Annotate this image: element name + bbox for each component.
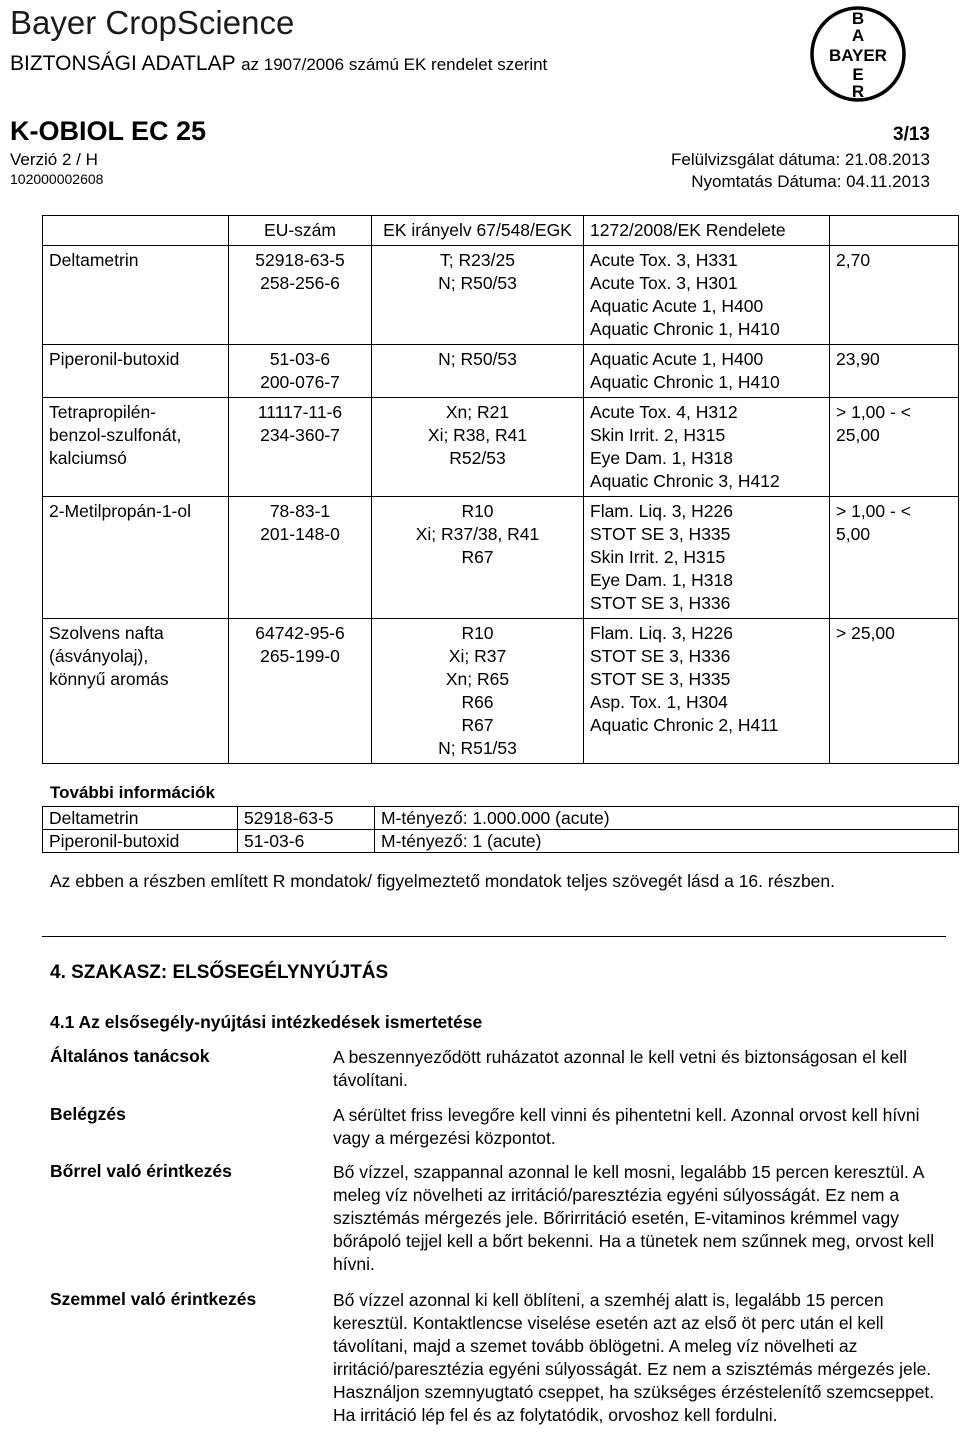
eu-number-cell <box>229 246 372 345</box>
page-number: 3/13 <box>893 124 930 145</box>
clp-classification: STOT SE 3, H336 <box>590 646 731 666</box>
eu-number: 52918-63-5 <box>255 250 345 270</box>
clp-classification: STOT SE 3, H335 <box>590 524 731 544</box>
bayer-cross-logo-icon <box>808 4 908 104</box>
concentration-cell <box>830 398 959 497</box>
print-date: Nyomtatás Dátuma: 04.11.2013 <box>691 172 930 191</box>
clp-classification: Acute Tox. 3, H331 <box>590 250 738 270</box>
eu-number: 265-199-0 <box>260 646 340 666</box>
clp-classification-cell <box>584 398 830 497</box>
clp-classification: Skin Irrit. 2, H315 <box>590 425 726 445</box>
ec-classification: Xn; R65 <box>445 669 510 689</box>
logo-letter: E <box>852 65 864 84</box>
concentration: 25,00 <box>836 425 880 445</box>
table-row <box>43 246 959 345</box>
header-eu-number: EU-szám <box>229 216 372 246</box>
clp-classification: Aquatic Acute 1, H400 <box>590 296 764 316</box>
substance-name: 2-Metilpropán-1-ol <box>49 501 192 521</box>
substance-name-cell <box>43 497 229 619</box>
table-row <box>43 398 959 497</box>
logo-letter: B <box>851 9 865 28</box>
ec-classification-cell <box>372 619 584 764</box>
ec-classification-cell <box>372 246 584 345</box>
m-factor-table <box>42 806 959 853</box>
clp-classification-cell <box>584 246 830 345</box>
eu-number: 234-360-7 <box>260 425 340 445</box>
clp-classification: Flam. Liq. 3, H226 <box>590 501 733 521</box>
ec-classification: R10 <box>461 623 494 643</box>
concentration-cell <box>830 619 959 764</box>
first-aid-text-inhalation: A sérültet friss levegőre kell vinni és pihentetni kell. Azonnal orvost kell hívni vagy a mérgezési központot. <box>333 1105 920 1148</box>
eu-number: 64742-95-6 <box>255 623 345 643</box>
clp-classification: Aquatic Chronic 1, H410 <box>590 372 780 392</box>
eu-number: 51-03-6 <box>269 349 331 369</box>
eu-number: 201-148-0 <box>260 524 340 544</box>
concentration: > 1,00 - < <box>836 501 911 521</box>
ec-classification-cell <box>372 345 584 398</box>
logo-letter: A <box>851 26 865 45</box>
ec-classification: R67 <box>461 547 494 567</box>
document-type-title: BIZTONSÁGI ADATLAP <box>10 52 236 75</box>
section-divider <box>42 936 946 937</box>
eu-number: 11117-11-6 <box>257 402 343 422</box>
clp-classification: STOT SE 3, H336 <box>590 593 731 613</box>
ec-classification-cell <box>372 497 584 619</box>
eu-number-cell <box>229 345 372 398</box>
ec-classification: Xi; R37 <box>448 646 507 666</box>
section-4-title: 4. SZAKASZ: ELSŐSEGÉLYNYÚJTÁS <box>50 962 389 983</box>
logo-letter: R <box>851 82 865 101</box>
substance-name: kalciumsó <box>49 448 127 468</box>
ec-classification: R67 <box>461 715 494 735</box>
logo-letters: BAYER <box>829 46 887 65</box>
ec-classification: T; R23/25 <box>440 250 515 270</box>
ec-classification: N; R51/53 <box>438 738 517 758</box>
first-aid-label-inhalation: Belégzés <box>50 1104 126 1124</box>
eu-number: 200-076-7 <box>260 372 340 392</box>
substance-name: (ásványolaj), <box>49 646 149 666</box>
clp-classification: Flam. Liq. 3, H226 <box>590 623 733 643</box>
clp-classification-cell <box>584 619 830 764</box>
concentration-cell <box>830 246 959 345</box>
document-type <box>10 52 547 76</box>
review-date: Felülvizsgálat dátuma: 21.08.2013 <box>671 150 930 169</box>
eu-number: 78-83-1 <box>269 501 331 521</box>
substance-name: Piperonil-butoxid <box>43 830 238 853</box>
concentration: 5,00 <box>836 524 871 544</box>
first-aid-label-eye: Szemmel való érintkezés <box>50 1289 257 1309</box>
concentration: > 25,00 <box>836 623 895 643</box>
first-aid-text-general: A beszennyeződött ruházatot azonnal le kell vetni és biztonságosan el kell távolítani. <box>333 1047 907 1090</box>
header-ec-directive: EK irányelv 67/548/EGK <box>372 216 584 246</box>
ec-classification: N; R50/53 <box>438 349 517 369</box>
brand-name: Bayer CropScience <box>10 4 295 41</box>
ec-classification: R66 <box>461 692 494 712</box>
header-substance <box>43 216 229 246</box>
table-row <box>43 497 959 619</box>
substance-name: Deltametrin <box>43 807 238 830</box>
clp-classification: Aquatic Chronic 2, H411 <box>590 715 779 735</box>
ec-classification: Xi; R37/38, R41 <box>415 524 540 544</box>
eu-number-cell <box>229 497 372 619</box>
substance-name-cell <box>43 246 229 345</box>
concentration-cell <box>830 497 959 619</box>
clp-classification: Acute Tox. 3, H301 <box>590 273 738 293</box>
substance-name: könnyű aromás <box>49 669 169 689</box>
substance-name: Deltametrin <box>49 250 139 270</box>
first-aid-text-skin: Bő vízzel, szappannal azonnal le kell mosni, legalább 15 percen keresztül. A meleg víz növelheti az irritáció/paresztézia egyéni súlyosságát. Ez nem a szisztémás mérgezés jele. Bőrirritáció esetén, E-vitaminos krémmel vagy bőrápoló tejjel kell a bőrt bekenni. Ha a tünetek nem szűnnek meg, orvost kell hívni. <box>333 1162 935 1274</box>
further-info-title: További információk <box>50 783 215 802</box>
first-aid-label-general: Általános tanácsok <box>50 1046 210 1066</box>
substance-name-cell <box>43 619 229 764</box>
eu-number: 52918-63-5 <box>238 807 375 830</box>
header-concentration <box>830 216 959 246</box>
document-number: 102000002608 <box>10 171 104 187</box>
concentration: 23,90 <box>836 349 880 369</box>
ec-classification: Xn; R21 <box>445 402 510 422</box>
ec-classification: R52/53 <box>449 448 506 468</box>
concentration: 2,70 <box>836 250 871 270</box>
clp-classification: Aquatic Chronic 1, H410 <box>590 319 780 339</box>
eu-number-cell <box>229 619 372 764</box>
table-row <box>43 345 959 398</box>
clp-classification: Aquatic Chronic 3, H412 <box>590 471 780 491</box>
clp-classification: Skin Irrit. 2, H315 <box>590 547 726 567</box>
clp-classification: Aquatic Acute 1, H400 <box>590 349 764 369</box>
regulation-reference: az 1907/2006 számú EK rendelet szerint <box>241 55 548 74</box>
table-row <box>43 830 959 853</box>
r-phrases-note: Az ebben a részben említett R mondatok/ figyelmeztető mondatok teljes szövegét lásd a 16. részben. <box>50 871 836 891</box>
composition-table <box>42 215 959 764</box>
clp-classification: Eye Dam. 1, H318 <box>590 570 733 590</box>
ec-classification: Xi; R38, R41 <box>427 425 528 445</box>
product-name: K-OBIOL EC 25 <box>10 116 207 146</box>
clp-classification-cell <box>584 345 830 398</box>
section-4-1-title: 4.1 Az elsősegély-nyújtási intézkedések ismertetése <box>50 1012 483 1032</box>
clp-classification: Eye Dam. 1, H318 <box>590 448 733 468</box>
table-row <box>43 807 959 830</box>
concentration-cell <box>830 345 959 398</box>
first-aid-text-eye: Bő vízzel azonnal ki kell öblíteni, a szemhéj alatt is, legalább 15 percen keresztül. Kontaktlencse viselése esetén azt az első öt perc után el kell távolítani, majd a szemet tovább öblögetni. A meleg víz növelheti az irritáció/paresztézia egyéni súlyosságát. Ez nem a szisztémás mérgezés jele. Használjon szemnyugtató cseppet, ha szükséges érzéstelenítő szemcseppet. Ha irritáció lép fel és az folytatódik, orvoshoz kell fordulni. <box>333 1290 935 1425</box>
substance-name: Szolvens nafta <box>49 623 164 643</box>
eu-number: 51-03-6 <box>238 830 375 853</box>
clp-classification: Asp. Tox. 1, H304 <box>590 692 728 712</box>
concentration: > 1,00 - < <box>836 402 911 422</box>
clp-classification-cell <box>584 497 830 619</box>
ec-classification-cell <box>372 398 584 497</box>
eu-number: 258-256-6 <box>260 273 340 293</box>
clp-classification: Acute Tox. 4, H312 <box>590 402 738 422</box>
eu-number-cell <box>229 398 372 497</box>
substance-name-cell <box>43 398 229 497</box>
substance-name-cell <box>43 345 229 398</box>
ec-classification: N; R50/53 <box>438 273 517 293</box>
m-factor: M-tényező: 1.000.000 (acute) <box>375 807 959 830</box>
substance-name: Tetrapropilén- <box>49 402 156 422</box>
m-factor: M-tényező: 1 (acute) <box>375 830 959 853</box>
ec-classification: R10 <box>461 501 494 521</box>
composition-header-row <box>43 216 959 246</box>
table-row <box>43 619 959 764</box>
version-label: Verzió 2 / H <box>10 150 98 169</box>
first-aid-label-skin: Bőrrel való érintkezés <box>50 1161 232 1181</box>
clp-classification: STOT SE 3, H335 <box>590 669 731 689</box>
header-regulation: 1272/2008/EK Rendelete <box>584 216 830 246</box>
substance-name: benzol-szulfonát, <box>49 425 182 445</box>
substance-name: Piperonil-butoxid <box>49 349 180 369</box>
